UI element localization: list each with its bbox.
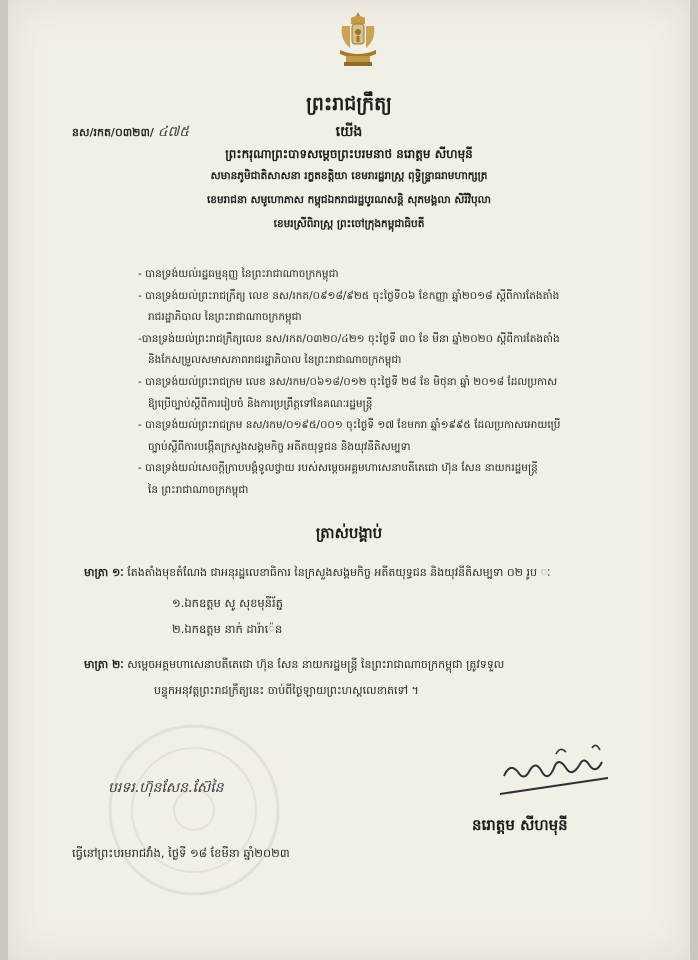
decree-title: ព្រះរាជក្រឹត្យ (306, 93, 392, 115)
consideration-item: រាជរដ្ឋាភិបាល នៃព្រះរាជាណាចក្រកម្ពុជា (148, 311, 302, 324)
royal-title-line-3: ខេមរស្រីពិរាស្ត្រ ព្រះចៅក្រុងកម្ពុជាធិបតី (273, 218, 425, 230)
appointee-2: ២.ឯកឧត្តម នាក់ ដារ៉ា៉េន (172, 622, 283, 636)
consideration-item: -បានទ្រង់យល់ព្រះរាជក្រឹត្យលេខ នស/រកត/០៣២០/៤២១ ចុះថ្ងៃទី ៣០ ខែ មីនា ឆ្នាំ២០២០ ស្តីពីការតែងតាំង (138, 332, 560, 345)
consideration-item: ច្បាប់ស្តីពីការបង្កើតក្រសួងសង្គមកិច្ច អតីតយុទ្ធជន និងយុវនីតិសម្បទា (148, 440, 411, 453)
consideration-item: និងកែសម្រួលសមាសភាពរាជរដ្ឋាភិបាល នៃព្រះរាជាណាចក្រកម្ពុជា (148, 354, 402, 367)
considerations-list (138, 264, 658, 502)
signer-name: នរោត្តម សីហមុនី (472, 816, 568, 834)
royal-title-line-1: សមានភូមិជាតិសាសនា រក្ខតខត្តិយា ខេមរារដ្ឋរាស្ត្រ ពុទ្ធិន្ទ្រាធរាមហាក្សត្រ (210, 170, 488, 182)
consideration-item: នៃ ព្រះរាជាណាចក្រកម្ពុជា (148, 483, 249, 496)
consideration-item: - បានទ្រង់យល់ព្រះរាជក្រម លេខ នស/រកម/០៦១៨/០១២ ចុះថ្ងៃទី ២៨ ខែ មិថុនា ឆ្នាំ ២០១៨ ដែលប្រកាស (138, 375, 558, 388)
consideration-item: - បានទ្រង់យល់ព្រះរាជក្រម នស/រកម/០១៩៥/០០១ ចុះថ្ងៃទី ១៧ ខែមករា ឆ្នាំ១៩៩៥ ដែលប្រកាសអោយប្រើ (138, 419, 561, 432)
king-name-line: ព្រះករុណាព្រះបាទសម្តេចព្រះបរមនាថ នរោត្តម សីហមុនី (225, 147, 473, 161)
consideration-item: - បានទ្រង់យល់សេចក្តីក្រាបបង្គំទូលថ្វាយ របស់សម្តេចអគ្គមហាសេនាបតីតេជោ ហ៊ុន សែន នាយករដ្ឋមន្ត្រី (138, 462, 538, 475)
decides-heading: ត្រាស់បង្គាប់ (315, 524, 383, 542)
king-signature-icon (496, 742, 646, 802)
decree-page (8, 0, 690, 960)
reference-printed: នស/រកត/០៣២៣/ (72, 126, 154, 139)
article-2-line-2: បន្ទុកអនុវត្តព្រះរាជក្រឹត្យនេះ ចាប់ពីថ្ងៃឡាយព្រះហស្តលេខាតទៅ ។ (154, 684, 419, 697)
reference-handwritten: ៤៧៥ (157, 124, 190, 140)
royal-title-line-2: ខេមរាជនា សមូហោភាស កម្ពុជឯករាជរដ្ឋបូរណសន្តិ សុភមង្គលា សិរីវិបុលា (206, 194, 492, 206)
article-2-label: មាត្រា ២ៈ (84, 658, 124, 671)
article-1 (84, 566, 551, 582)
royal-coat-of-arms-icon (336, 10, 380, 68)
article-2-line-1: សម្តេចអគ្គមហាសេនាបតីតេជោ ហ៊ុន សែន នាយករដ្ឋមន្ត្រី នៃព្រះរាជាណាចក្រកម្ពុជា ត្រូវទទួល (127, 658, 505, 671)
consideration-item: - បានទ្រង់យល់ព្រះរាជក្រឹត្យ លេខ នស/រកត/០៩១៨/៩២៥ ចុះថ្ងៃទី០៦ ខែកញ្ញា ឆ្នាំ២០១៨ ស្តីពីការតែងតាំង (138, 289, 560, 302)
article-1-label: មាត្រា ១ៈ (84, 566, 124, 579)
consideration-item: ឱ្យប្រើច្បាប់ស្តីពីការរៀបចំ និងការប្រព្រឹត្តទៅនៃគណៈរដ្ឋមន្ត្រី (148, 397, 373, 410)
seal-stamp-icon (104, 720, 284, 900)
we-line: យើង (335, 124, 363, 140)
appointee-1: ១.ឯកឧត្តម សូ សុខមុនីរ័ត្ន (172, 596, 283, 610)
countersign-handwriting: បរទរ.ហ៊ុនសែន.ស៊ែនៃ (108, 780, 224, 796)
article-2 (84, 658, 504, 674)
article-1-text: តែងតាំងមុខតំណែង ជាអនុរដ្ឋលេខាធិការ នៃក្រសួងសង្គមកិច្ច អតីតយុទ្ធជន និងយុវនីតិសម្បទា ០២ រូប ៈ (127, 566, 551, 579)
done-at-date: ធ្វើនៅព្រះបរមរាជវាំង, ថ្ងៃទី ១៨ ខែមីនា ឆ្នាំ២០២៣ (72, 846, 290, 860)
consideration-item: - បានទ្រង់យល់រដ្ឋធម្មនុញ្ញ នៃព្រះរាជាណាចក្រកម្ពុជា (138, 268, 339, 280)
